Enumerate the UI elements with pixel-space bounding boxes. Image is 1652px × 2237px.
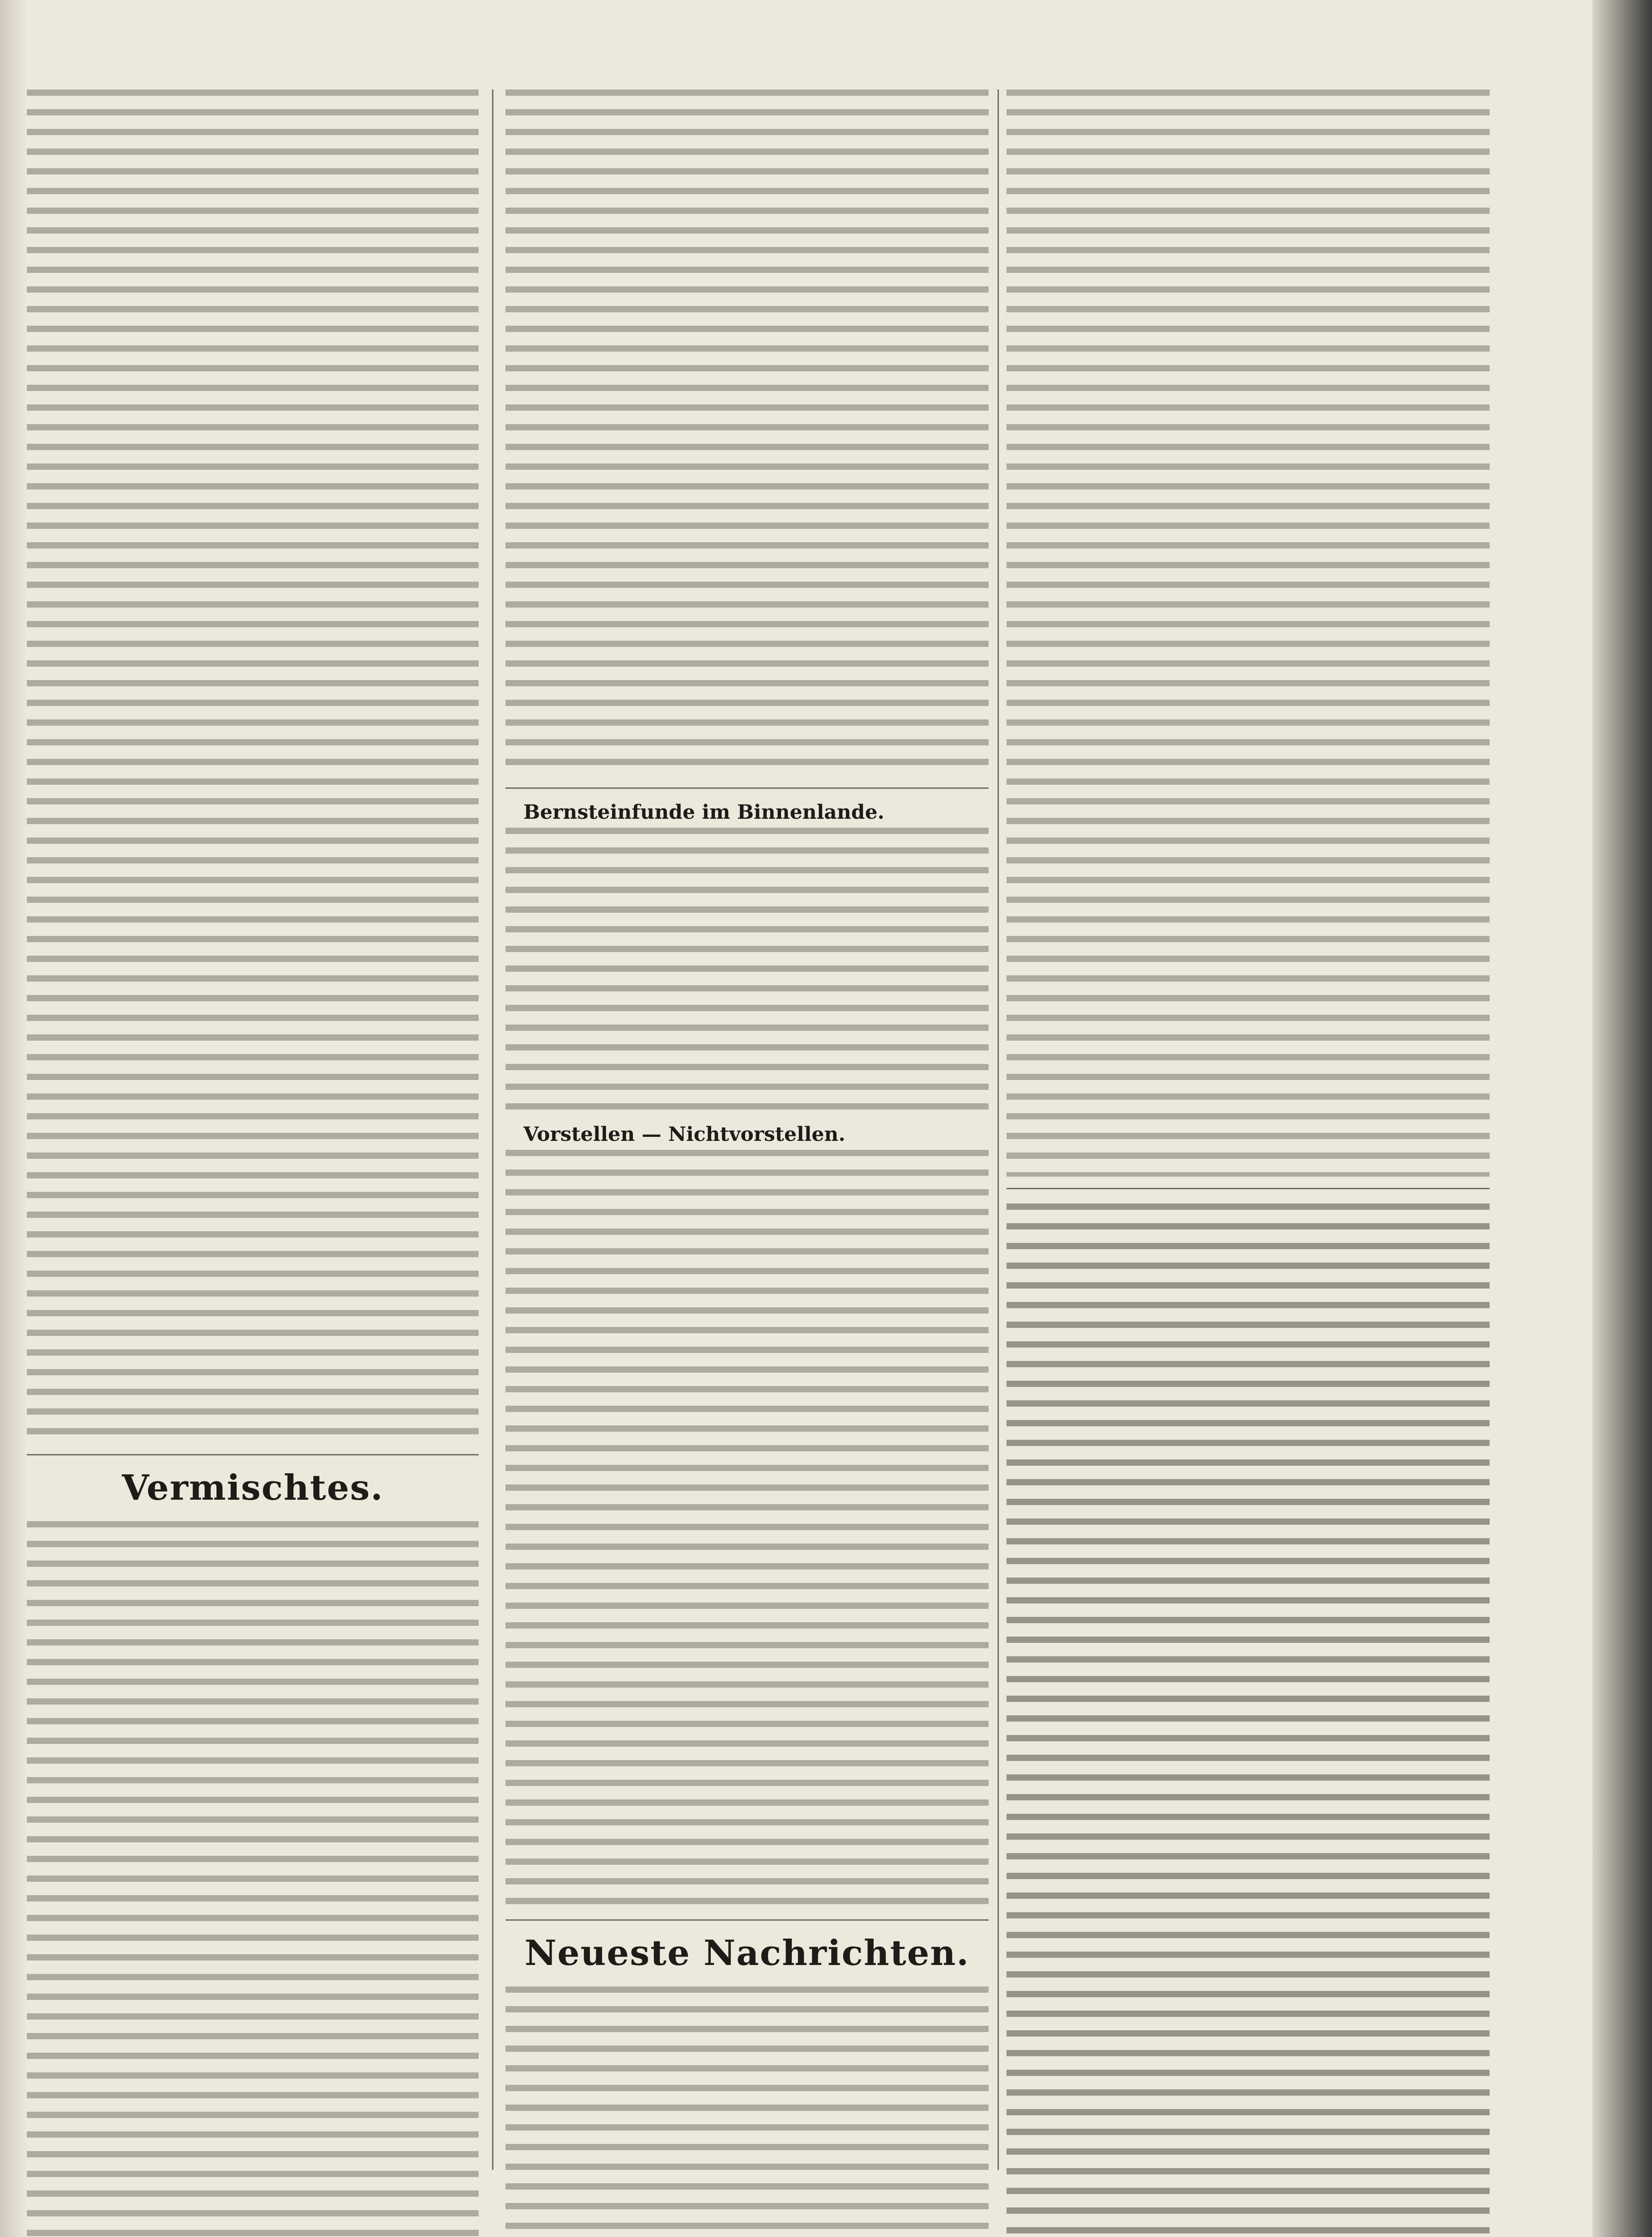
column-2-text-block-3 (505, 1150, 989, 1910)
section-divider-2 (505, 1919, 989, 1921)
column-rule-1 (492, 89, 493, 2170)
column-1-text-block-2 (27, 1521, 479, 2237)
column-1-text-block-1 (27, 89, 479, 1445)
column-3-text-block-1 (1006, 89, 1490, 1177)
section-heading-neueste-nachrichten: Neueste Nachrichten. (524, 1933, 970, 1973)
column-2-text-block-2 (505, 828, 989, 1118)
column-rule-2 (998, 89, 999, 2170)
page-gutter (0, 0, 27, 2237)
section-heading-vermischtes: Vermischtes. (122, 1467, 384, 1508)
column-2-text-block-4 (505, 1986, 989, 2237)
article-divider (505, 787, 989, 789)
column-3-text-block-2 (1006, 1204, 1490, 2237)
article-title-vorstellen: Vorstellen — Nichtvorstellen. (523, 1123, 845, 1146)
section-divider (27, 1454, 479, 1455)
article-divider-3 (1006, 1188, 1490, 1189)
column-2-text-block-1 (505, 89, 989, 778)
page-edge (1593, 0, 1652, 2237)
article-title-bernstein: Bernsteinfunde im Binnenlande. (523, 801, 884, 824)
